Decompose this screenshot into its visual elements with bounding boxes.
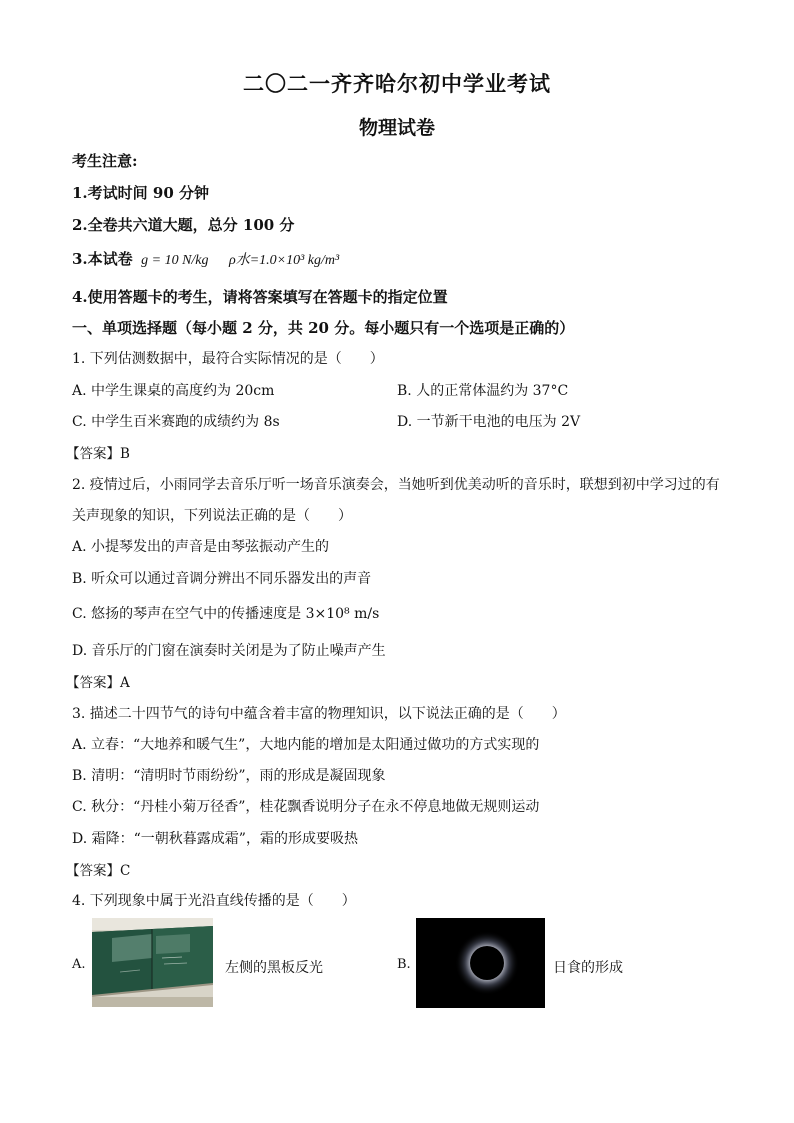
q1-option-b: B. 人的正常体温约为 37°C bbox=[397, 383, 569, 399]
q3-option-a: A. 立春：“大地养和暖气生”，大地内能的增加是太阳通过做功的方式实现的 bbox=[72, 737, 540, 753]
notice-item-3-g: g = 10 N/kg bbox=[141, 253, 209, 268]
q3-option-b: B. 清明：“清明时节雨纷纷”，雨的形成是凝固现象 bbox=[72, 768, 386, 784]
q2-stem-line-2: 关声现象的知识，下列说法正确的是（ ） bbox=[72, 508, 352, 524]
notice-item-1: 1.考试时间 90 分钟 bbox=[72, 184, 209, 202]
notice-item-4: 4.使用答题卡的考生，请将答案填写在答题卡的指定位置 bbox=[72, 288, 448, 306]
q3-option-d: D. 霜降：“一朝秋暮露成霜”，霜的形成要吸热 bbox=[72, 831, 358, 847]
q4-option-b-caption: 日食的形成 bbox=[553, 960, 623, 976]
q4-option-a-label: A. bbox=[72, 957, 86, 972]
notice-item-3-rho: ρ水=1.0×10³ kg/m³ bbox=[228, 253, 340, 268]
q1-stem: 1. 下列估测数据中，最符合实际情况的是（ ） bbox=[72, 351, 384, 367]
q3-option-c: C. 秋分：“丹桂小菊万径香”，桂花飘香说明分子在永不停息地做无规则运动 bbox=[72, 799, 540, 815]
notice-item-2: 2.全卷共六道大题，总分 100 分 bbox=[72, 216, 295, 234]
q2-stem-line-1: 2. 疫情过后，小雨同学去音乐厅听一场音乐演奏会，当她听到优美动听的音乐时，联想到初中学习过的有 bbox=[72, 477, 720, 493]
exam-title: 二〇二一齐齐哈尔初中学业考试 bbox=[243, 71, 551, 96]
blackboard-photo bbox=[92, 918, 213, 1007]
solar-eclipse-photo bbox=[416, 918, 545, 1008]
notice-item-3 bbox=[72, 248, 339, 269]
q4-option-a-caption: 左侧的黑板反光 bbox=[225, 960, 323, 976]
notice-item-3-prefix: 3.本试卷 bbox=[72, 250, 133, 268]
q2-option-c: C. 悠扬的琴声在空气中的传播速度是 3×10⁸ m/s bbox=[72, 606, 380, 622]
q1-option-c: C. 中学生百米赛跑的成绩约为 8s bbox=[72, 414, 280, 430]
q2-option-a: A. 小提琴发出的声音是由琴弦振动产生的 bbox=[72, 539, 330, 555]
exam-subtitle: 物理试卷 bbox=[358, 117, 435, 139]
q1-option-a: A. 中学生课桌的高度约为 20cm bbox=[72, 383, 275, 399]
q3-stem: 3. 描述二十四节气的诗句中蕴含着丰富的物理知识，以下说法正确的是（ ） bbox=[72, 706, 566, 722]
q1-option-d: D. 一节新干电池的电压为 2V bbox=[397, 414, 581, 430]
q1-answer: 【答案】B bbox=[66, 446, 130, 462]
q4-option-b-label: B. bbox=[397, 957, 411, 972]
q2-option-b: B. 听众可以通过音调分辨出不同乐器发出的声音 bbox=[72, 571, 372, 587]
q3-answer: 【答案】C bbox=[66, 863, 131, 879]
notice-heading: 考生注意: bbox=[72, 152, 138, 170]
section-1-heading: 一、单项选择题（每小题 2 分，共 20 分。每小题只有一个选项是正确的） bbox=[72, 319, 575, 337]
q2-answer: 【答案】A bbox=[66, 675, 130, 691]
q4-stem: 4. 下列现象中属于光沿直线传播的是（ ） bbox=[72, 893, 356, 909]
q2-option-d: D. 音乐厅的门窗在演奏时关闭是为了防止噪声产生 bbox=[72, 643, 386, 659]
